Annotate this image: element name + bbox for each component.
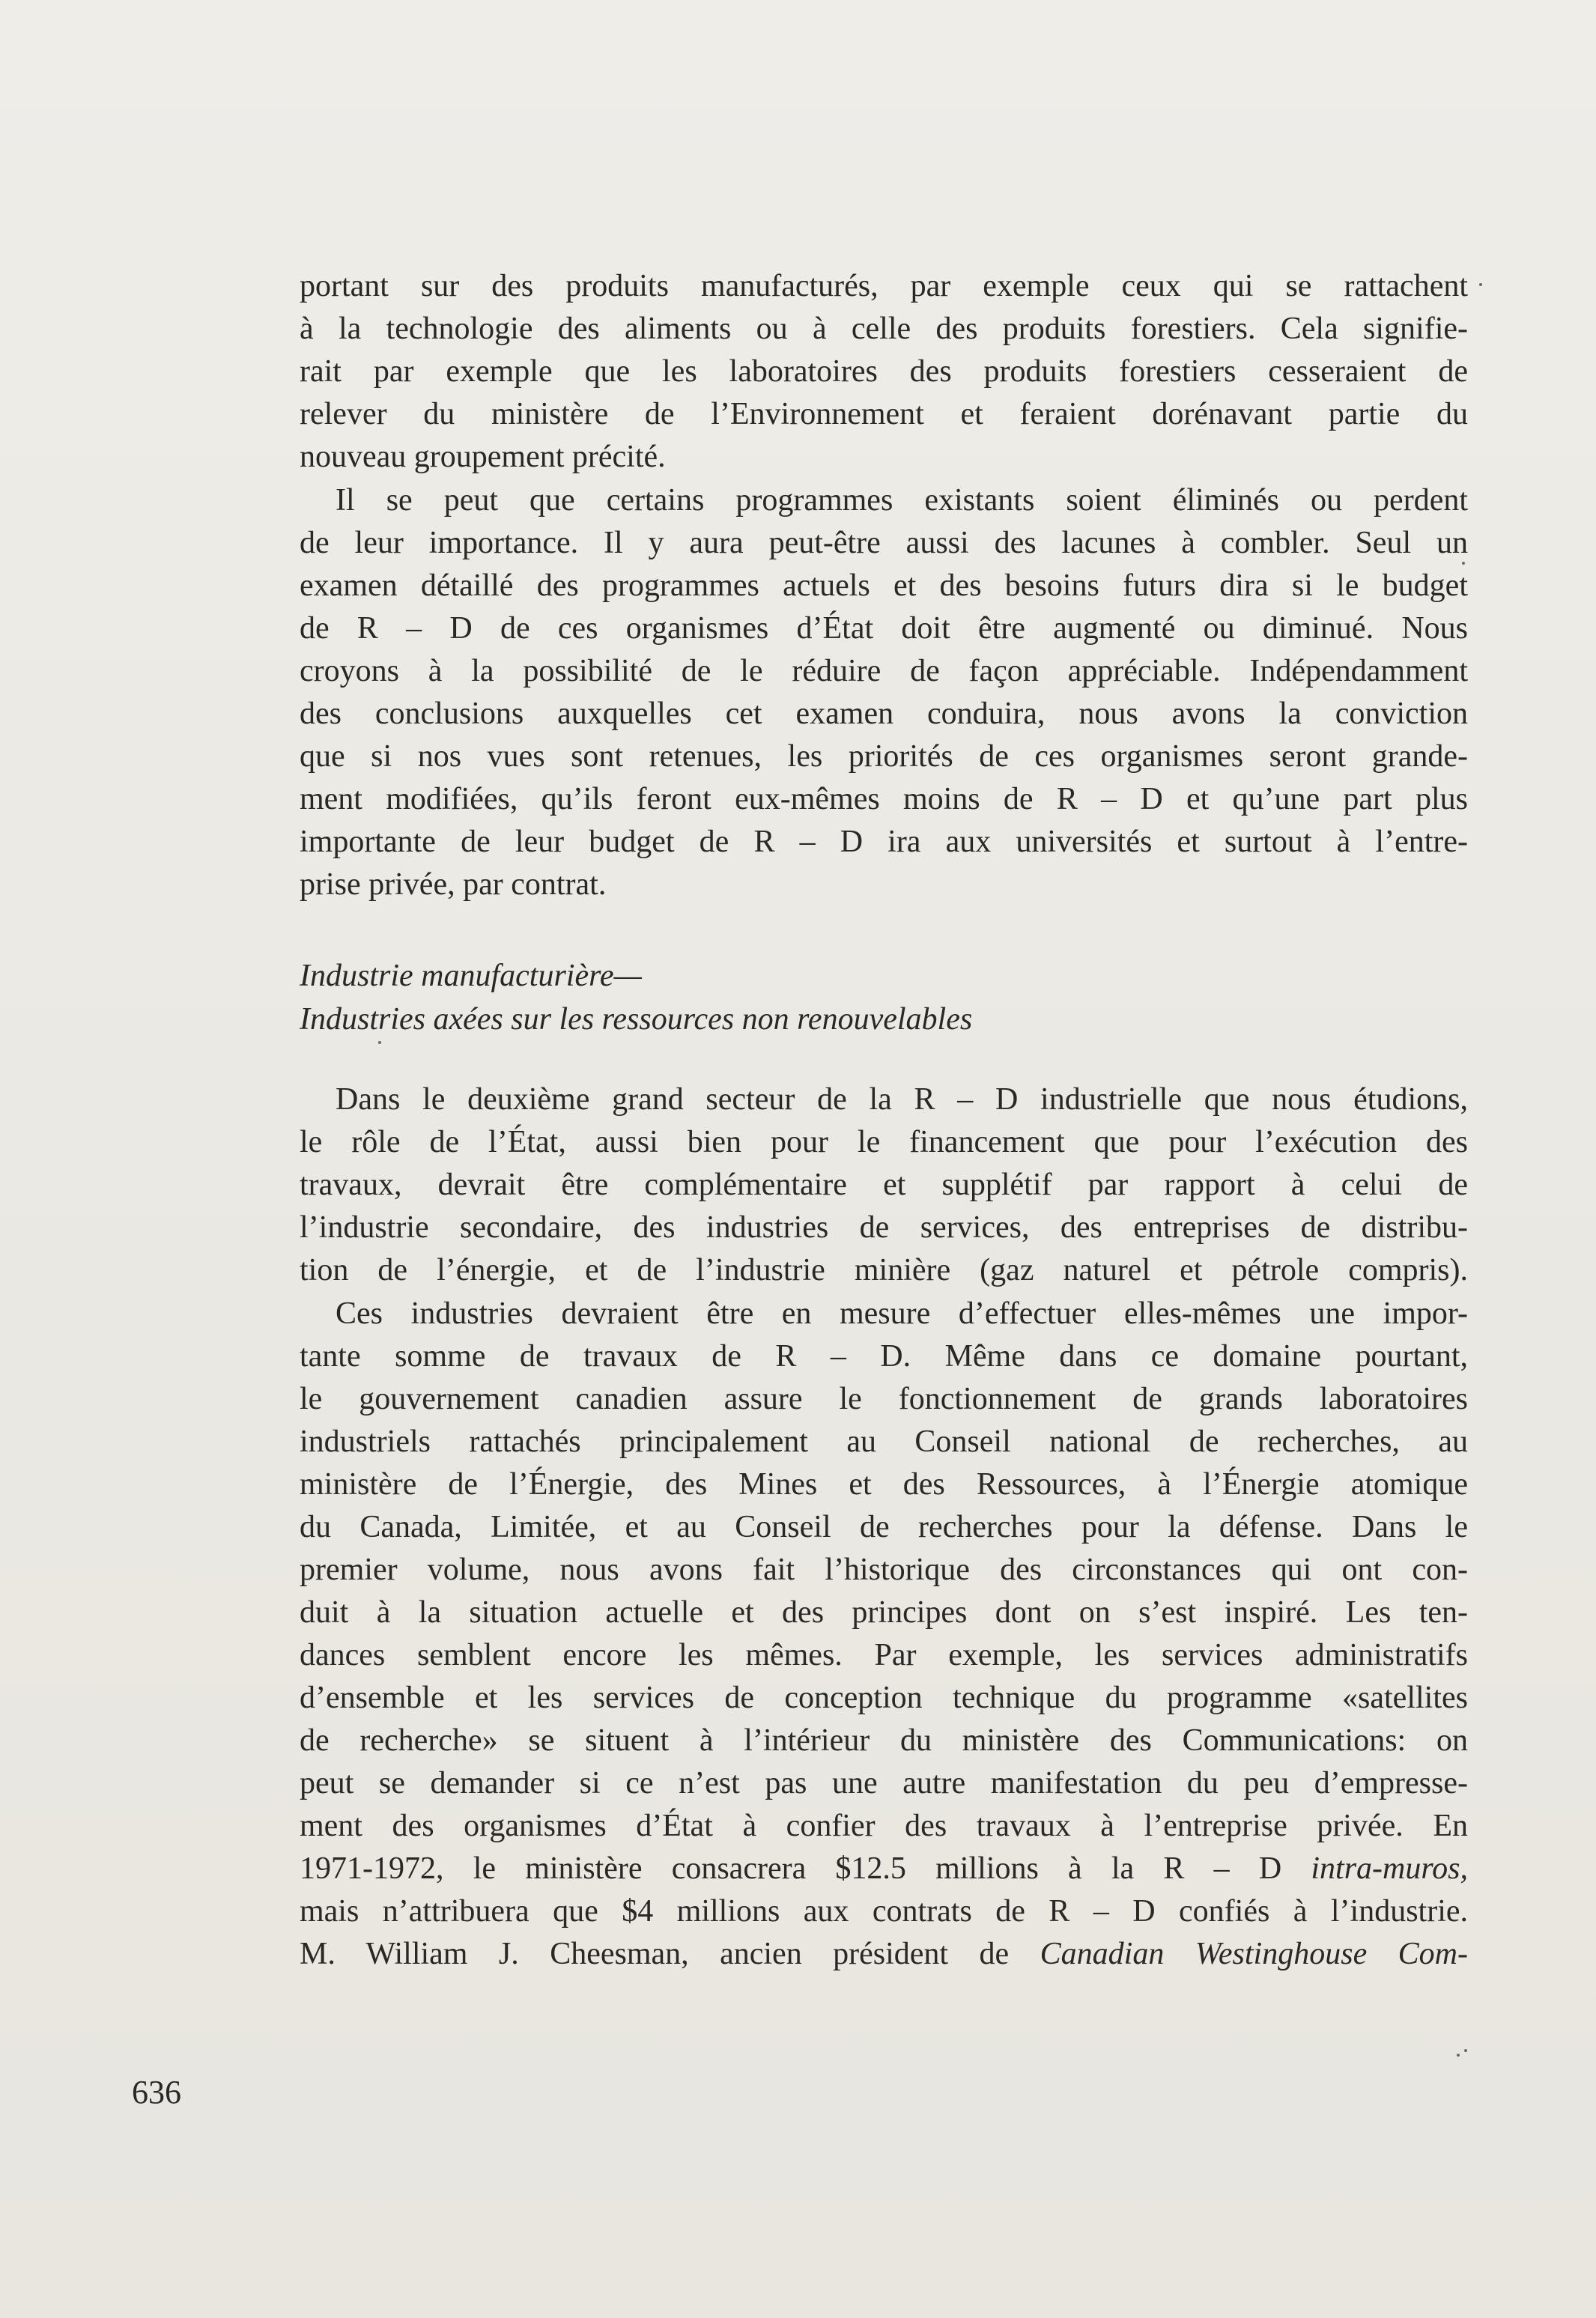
section-heading-line-1: Industrie manufacturière— [300, 959, 642, 993]
text-line: du Canada, Limitée, et au Conseil de recherches pour la défense. Dans le [300, 1510, 1468, 1544]
text-line: ment modifiées, qu’ils feront eux-mêmes moins de R – D et qu’une part plus [300, 782, 1468, 816]
scan-speck [1462, 562, 1465, 565]
text-line: le gouvernement canadien assure le fonctionnement de grands laboratoires [300, 1382, 1468, 1416]
text-line: dances semblent encore les mêmes. Par exemple, les services administratifs [300, 1638, 1468, 1672]
text-line [300, 1933, 1468, 1976]
text-line: premier volume, nous avons fait l’historique des circonstances qui ont con- [300, 1553, 1468, 1587]
text-line: examen détaillé des programmes actuels et des besoins futurs dira si le budget [300, 568, 1468, 603]
scan-speck [378, 1041, 381, 1044]
text-line: de R – D de ces organismes d’État doit être augmenté ou diminué. Nous [300, 611, 1468, 646]
text-line: tante somme de travaux de R – D. Même dans ce domaine pourtant, [300, 1339, 1468, 1374]
text-line: l’industrie secondaire, des industries de services, des entreprises de distribu- [300, 1210, 1468, 1245]
scan-speck [1479, 283, 1482, 286]
text-run: 1971-1972, le ministère consacrera $12.5 millions à la R – D [300, 1851, 1311, 1886]
text-line: peut se demander si ce n’est pas une autre manifestation du peu d’empresse- [300, 1766, 1468, 1800]
text-line: croyons à la possibilité de le réduire de façon appréciable. Indépendamment [300, 654, 1468, 688]
text-line: duit à la situation actuelle et des principes dont on s’est inspiré. Les ten- [300, 1595, 1468, 1630]
text-line [300, 1848, 1468, 1890]
text-line: le rôle de l’État, aussi bien pour le financement que pour l’exécution des [300, 1125, 1468, 1159]
page-number: 636 [132, 2074, 181, 2111]
text-line: importante de leur budget de R – D ira aux universités et surtout à l’entre- [300, 825, 1468, 859]
text-line: que si nos vues sont retenues, les priorités de ces organismes seront grande- [300, 739, 1468, 774]
scan-speck [1464, 2049, 1467, 2052]
scan-speck [1457, 2054, 1460, 2057]
text-line: de leur importance. Il y aura peut-être aussi des lacunes à combler. Seul un [300, 526, 1468, 560]
italic-text-run: intra-muros, [1311, 1851, 1468, 1886]
text-line: ment des organismes d’État à confier des travaux à l’entreprise privée. En [300, 1809, 1468, 1843]
text-line: Dans le deuxième grand secteur de la R – D industrielle que nous étudions, [336, 1082, 1468, 1117]
text-line: Il se peut que certains programmes existants soient éliminés ou perdent [336, 483, 1468, 518]
text-line: des conclusions auxquelles cet examen conduira, nous avons la conviction [300, 697, 1468, 731]
text-line: travaux, devrait être complémentaire et supplétif par rapport à celui de [300, 1168, 1468, 1202]
text-line: Ces industries devraient être en mesure d’effectuer elles-mêmes une impor- [336, 1296, 1468, 1331]
text-line: mais n’attribuera que $4 millions aux contrats de R – D confiés à l’industrie. [300, 1894, 1468, 1929]
text-line: prise privée, par contrat. [300, 867, 607, 902]
text-line: ministère de l’Énergie, des Mines et des Ressources, à l’Énergie atomique [300, 1467, 1468, 1502]
text-line: de recherche» se situent à l’intérieur du ministère des Communications: on [300, 1723, 1468, 1758]
section-heading-line-2: Industries axées sur les ressources non renouvelables [300, 1002, 973, 1037]
text-line: tion de l’énergie, et de l’industrie minière (gaz naturel et pétrole compris). [300, 1253, 1468, 1287]
text-line: à la technologie des aliments ou à celle des produits forestiers. Cela signifie- [300, 312, 1468, 346]
text-line: portant sur des produits manufacturés, par exemple ceux qui se rattachent [300, 269, 1468, 303]
text-line: rait par exemple que les laboratoires des produits forestiers cesseraient de [300, 354, 1468, 389]
text-line: relever du ministère de l’Environnement et feraient dorénavant partie du [300, 397, 1468, 431]
italic-text-run: Canadian Westinghouse Com- [1040, 1937, 1468, 1971]
text-run: M. William J. Cheesman, ancien président de [300, 1937, 1040, 1971]
text-line: d’ensemble et les services de conception technique du programme «satellites [300, 1681, 1468, 1715]
text-line: nouveau groupement précité. [300, 440, 666, 474]
text-line: industriels rattachés principalement au Conseil national de recherches, au [300, 1425, 1468, 1459]
